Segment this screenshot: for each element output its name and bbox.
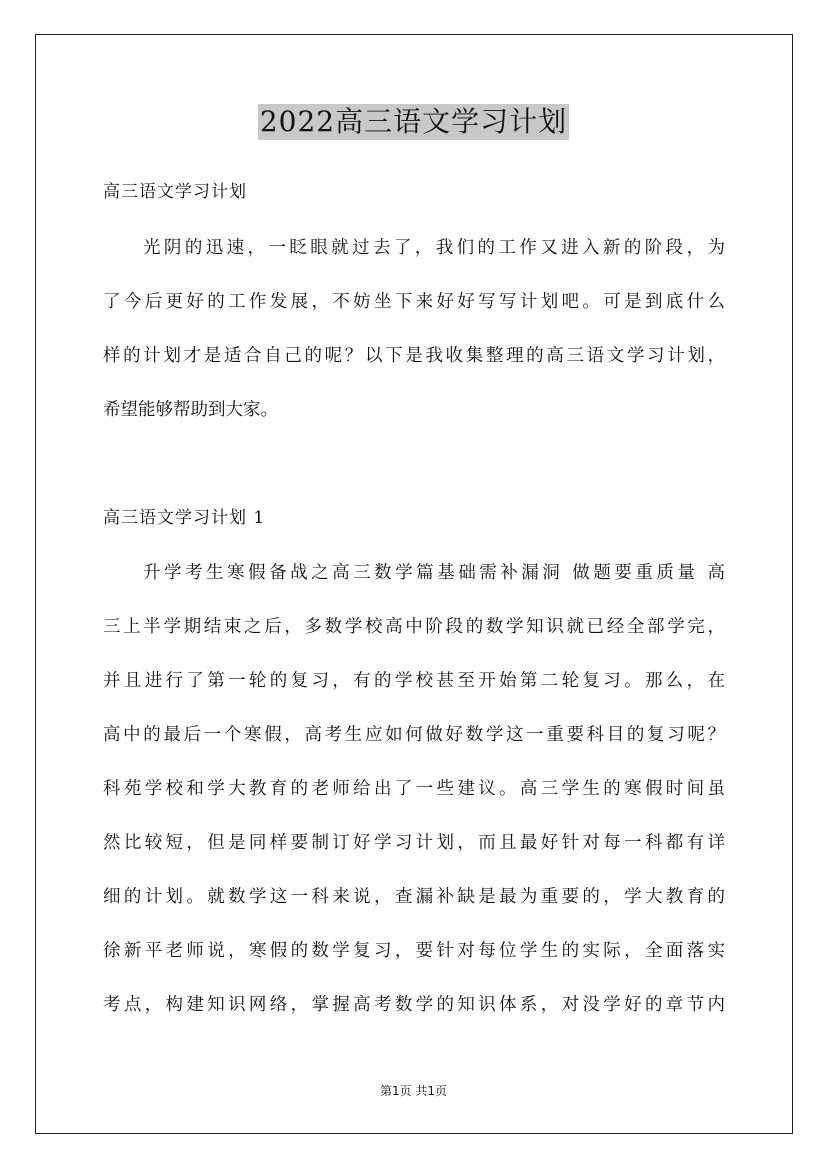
paragraph-line: 光阴的迅速，一眨眼就过去了，我们的工作又进入新的阶段，为 [143, 238, 725, 258]
paragraph-line: 升学考生寒假备战之高三数学篇基础需补漏洞 做题要重质量 高 [143, 563, 725, 583]
section-heading-plan-1: 高三语文学习计划 1 [103, 508, 266, 528]
document-title [0, 104, 827, 140]
page-number-footer: 第1页 共1页 [379, 1084, 448, 1098]
paragraph-line: 然比较短，但是同样要制订好学习计划，而且最好针对每一科都有详 [103, 833, 725, 853]
paragraph-line: 高中的最后一个寒假，高考生应如何做好数学这一重要科目的复习呢？ [103, 725, 725, 745]
paragraph-line: 并且进行了第一轮的复习，有的学校甚至开始第二轮复习。那么，在 [103, 671, 725, 691]
paragraph-line: 希望能够帮助到大家。 [103, 400, 278, 420]
paragraph-line: 考点，构建知识网络，掌握高考数学的知识体系，对没学好的章节内 [103, 995, 725, 1015]
paragraph-line: 了今后更好的工作发展，不妨坐下来好好写写计划吧。可是到底什么 [103, 292, 725, 312]
document-title-text: 2022高三语文学习计划 [259, 105, 568, 138]
paragraph-line: 科苑学校和学大教育的老师给出了一些建议。高三学生的寒假时间虽 [103, 779, 725, 799]
paragraph-line: 样的计划才是适合自己的呢？以下是我收集整理的高三语文学习计划， [103, 346, 725, 366]
section-heading-intro: 高三语文学习计划 [103, 182, 247, 202]
paragraph-line: 三上半学期结束之后，多数学校高中阶段的数学知识就已经全部学完， [103, 617, 725, 637]
paragraph-line: 徐新平老师说，寒假的数学复习，要针对每位学生的实际，全面落实 [103, 941, 725, 961]
paragraph-line: 细的计划。就数学这一科来说，查漏补缺是最为重要的，学大教育的 [103, 887, 725, 907]
